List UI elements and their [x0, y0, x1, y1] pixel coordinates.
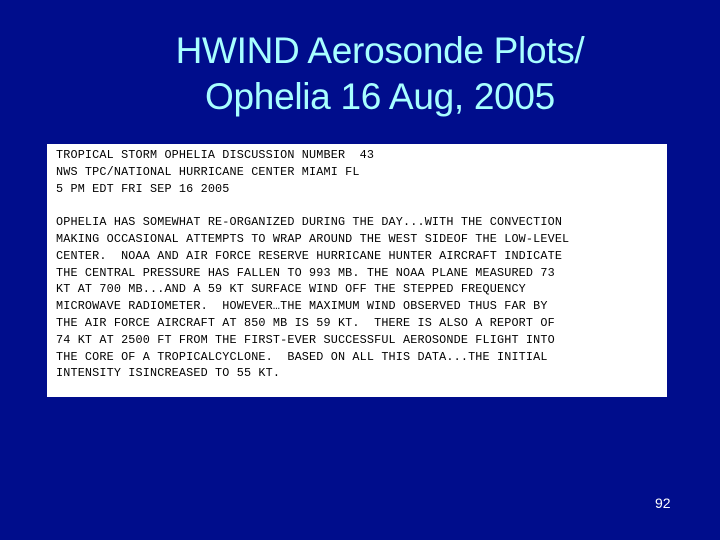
discussion-body-line: MICROWAVE RADIOMETER. HOWEVER…THE MAXIMUM WIND OBSERVED THUS FAR BY [56, 299, 548, 314]
discussion-body-line: THE CORE OF A TROPICALCYCLONE. BASED ON ALL THIS DATA...THE INITIAL [56, 349, 548, 364]
discussion-body-line: KT AT 700 MB...AND A 59 KT SURFACE WIND OFF THE STEPPED FREQUENCY [56, 282, 526, 297]
discussion-header-line: TROPICAL STORM OPHELIA DISCUSSION NUMBER 43 [56, 148, 375, 162]
discussion-header-line: NWS TPC/NATIONAL HURRICANE CENTER MIAMI FL [56, 164, 360, 179]
discussion-body-line: THE CENTRAL PRESSURE HAS FALLEN TO 993 MB. THE NOAA PLANE MEASURED 73 [56, 265, 555, 280]
slide-title-line-2: Ophelia 16 Aug, 2005 [205, 76, 555, 117]
discussion-body-line: THE AIR FORCE AIRCRAFT AT 850 MB IS 59 KT. THERE IS ALSO A REPORT OF [56, 315, 555, 330]
paragraph-gap [56, 197, 667, 214]
discussion-body-line: INTENSITY ISINCREASED TO 55 KT. [56, 366, 281, 381]
discussion-body-line: OPHELIA HAS SOMEWHAT RE-ORGANIZED DURING THE DAY...WITH THE CONVECTION [56, 215, 563, 230]
page-number: 92 [655, 495, 671, 511]
slide-title [90, 28, 670, 120]
discussion-body-line: CENTER. NOAA AND AIR FORCE RESERVE HURRICANE HUNTER AIRCRAFT INDICATE [56, 248, 563, 263]
discussion-body-line: 74 KT AT 2500 FT FROM THE FIRST-EVER SUCCESSFUL AEROSONDE FLIGHT INTO [56, 332, 555, 347]
slide-title-line-1: HWIND Aerosonde Plots/ [175, 30, 585, 71]
discussion-text-box [47, 144, 667, 397]
discussion-header-line: 5 PM EDT FRI SEP 16 2005 [56, 181, 230, 196]
discussion-body-line: MAKING OCCASIONAL ATTEMPTS TO WRAP AROUND THE WEST SIDEOF THE LOW-LEVEL [56, 231, 570, 246]
